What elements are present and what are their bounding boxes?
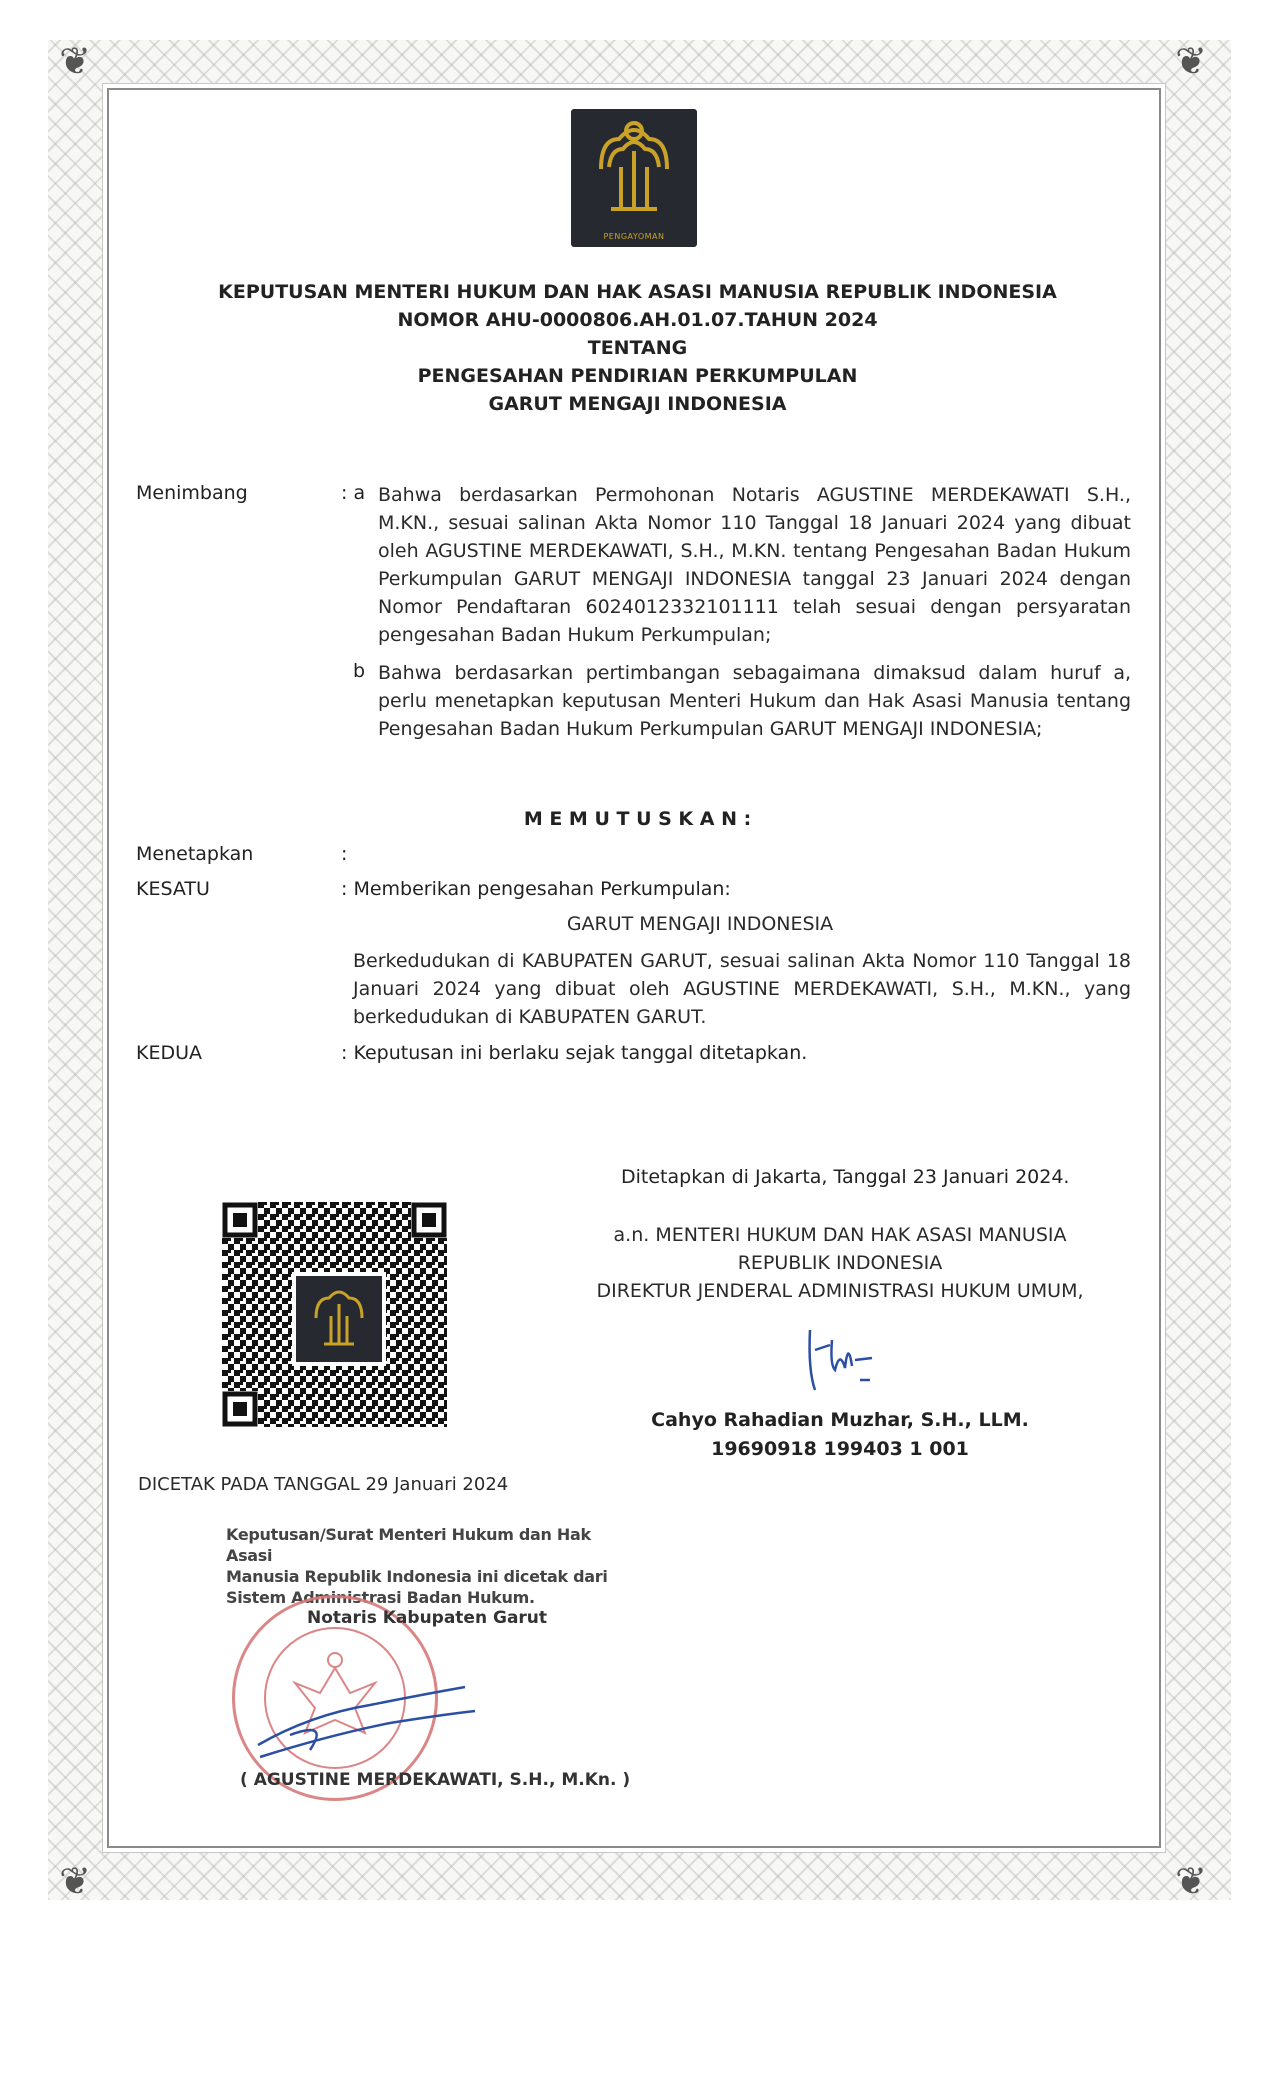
menimbang-label: Menimbang bbox=[136, 482, 248, 504]
menetapkan-colon: : bbox=[341, 843, 348, 865]
notary-name: ( AGUSTINE MERDEKAWATI, S.H., M.Kn. ) bbox=[240, 1770, 631, 1790]
system-note bbox=[226, 1524, 616, 1608]
corner-ornament-icon: ❦ bbox=[59, 1859, 91, 1903]
system-note-line1: Keputusan/Surat Menteri Hukum dan Hak Asasi bbox=[226, 1525, 591, 1565]
header-subject: PENGESAHAN PENDIRIAN PERKUMPULAN bbox=[417, 365, 858, 387]
kesatu-label: KESATU bbox=[136, 878, 210, 900]
pengayoman-emblem-icon bbox=[296, 1276, 382, 1362]
memutuskan-heading: M E M U T U S K A N : bbox=[523, 808, 752, 830]
qr-code bbox=[222, 1202, 447, 1427]
header-tentang: TENTANG bbox=[587, 337, 688, 359]
kesatu-intro: : Memberikan pengesahan Perkumpulan: bbox=[341, 878, 731, 900]
kesatu-text: Berkedudukan di KABUPATEN GARUT, sesuai salinan Akta Nomor 110 Tanggal 18 Januari 2024 yang dibuat oleh AGUSTINE MERDEKAWATI, S.H., M.KN., yang berkedudukan di KABUPATEN GARUT. bbox=[353, 950, 1131, 1028]
system-note-line2: Manusia Republik Indonesia ini dicetak dari bbox=[226, 1567, 608, 1586]
corner-ornament-icon: ❦ bbox=[59, 39, 91, 83]
place-date: Ditetapkan di Jakarta, Tanggal 23 Januari 2024. bbox=[621, 1166, 1070, 1188]
kedua-text: : Keputusan ini berlaku sejak tanggal ditetapkan. bbox=[341, 1042, 808, 1064]
organization-name: GARUT MENGAJI INDONESIA bbox=[566, 913, 834, 935]
signatory-identity bbox=[590, 1406, 1090, 1464]
signatory-line1: a.n. MENTERI HUKUM DAN HAK ASASI MANUSIA bbox=[613, 1224, 1067, 1246]
ministry-logo bbox=[571, 109, 697, 247]
corner-ornament-icon: ❦ bbox=[1175, 1859, 1207, 1903]
qr-logo bbox=[292, 1272, 386, 1366]
menimbang-a-marker: : a bbox=[341, 482, 366, 504]
menimbang-b-text: Bahwa berdasarkan pertimbangan sebagaimana dimaksud dalam huruf a, perlu menetapkan keputusan Menteri Hukum dan Hak Asasi Manusia tentang Pengesahan Badan Hukum Perkumpulan GARUT MENGAJI INDONESIA; bbox=[378, 662, 1131, 740]
signatory-name: Cahyo Rahadian Muzhar, S.H., LLM. bbox=[651, 1409, 1029, 1431]
corner-ornament-icon: ❦ bbox=[1175, 39, 1207, 83]
logo-caption: PENGAYOMAN bbox=[603, 232, 665, 241]
decree-header bbox=[150, 278, 1125, 418]
header-organization: GARUT MENGAJI INDONESIA bbox=[488, 393, 787, 415]
pengayoman-emblem-icon bbox=[571, 109, 697, 227]
menimbang-b-marker: b bbox=[353, 660, 366, 682]
menimbang-a-text: Bahwa berdasarkan Permohonan Notaris AGUSTINE MERDEKAWATI S.H., M.KN., sesuai salinan Akta Nomor 110 Tanggal 18 Januari 2024 yang dibuat oleh AGUSTINE MERDEKAWATI, S.H., M.KN. tentang Pengesahan Badan Hukum Perkumpulan GARUT MENGAJI INDONESIA tanggal 23 Januari 2024 dengan Nomor Pendaftaran 6024012332101111 telah sesuai dengan persyaratan pengesahan Badan Hukum Perkumpulan; bbox=[378, 484, 1131, 646]
director-signature-icon bbox=[790, 1310, 890, 1405]
header-title: KEPUTUSAN MENTERI HUKUM DAN HAK ASASI MANUSIA REPUBLIK INDONESIA bbox=[218, 281, 1057, 303]
signatory-line2: REPUBLIK INDONESIA bbox=[737, 1252, 943, 1274]
signatory-nip: 19690918 199403 1 001 bbox=[711, 1438, 969, 1460]
header-number: NOMOR AHU-0000806.AH.01.07.TAHUN 2024 bbox=[397, 309, 878, 331]
signatory-line3: DIREKTUR JENDERAL ADMINISTRASI HUKUM UMUM, bbox=[596, 1280, 1084, 1302]
signatory-title bbox=[590, 1221, 1090, 1305]
printed-date: DICETAK PADA TANGGAL 29 Januari 2024 bbox=[138, 1474, 509, 1495]
notary-signature-icon bbox=[250, 1675, 480, 1765]
system-note-line3: Sistem Administrasi Badan Hukum. bbox=[226, 1588, 535, 1607]
menetapkan-label: Menetapkan bbox=[136, 843, 254, 865]
kedua-label: KEDUA bbox=[136, 1042, 202, 1064]
notary-title: Notaris Kabupaten Garut bbox=[307, 1608, 548, 1628]
